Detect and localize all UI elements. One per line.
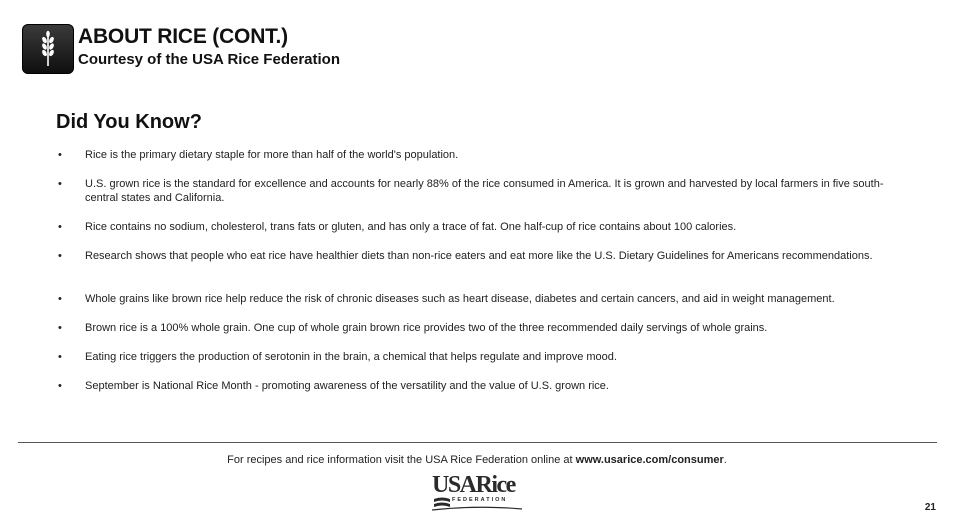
page-subtitle: Courtesy of the USA Rice Federation [78, 51, 340, 68]
bullet-icon: • [58, 293, 62, 305]
list-item [56, 350, 886, 378]
fact-text: Whole grains like brown rice help reduce the risk of chronic diseases such as heart disease, diabetes and certain cancers, and aid in weight management. [85, 293, 835, 305]
usa-rice-logo [432, 472, 524, 512]
list-item [56, 177, 886, 219]
logo-wordmark: USARice [432, 472, 515, 498]
footer-note [0, 454, 954, 466]
bullet-icon: • [58, 250, 62, 262]
fact-text: September is National Rice Month - promoting awareness of the versatility and the value of U.S. grown rice. [85, 380, 609, 392]
section-heading: Did You Know? [56, 111, 202, 133]
footer-link[interactable]: www.usarice.com/consumer [575, 454, 724, 466]
logo-stripes-icon [432, 472, 524, 512]
bullet-icon: • [58, 221, 62, 233]
bullet-icon: • [58, 380, 62, 392]
fact-text: Rice is the primary dietary staple for more than half of the world's population. [85, 149, 459, 161]
list-item [56, 148, 886, 176]
page-number: 21 [924, 502, 936, 513]
fact-text: U.S. grown rice is the standard for excellence and accounts for nearly 88% of the rice consumed in America. It is grown and harvested by local farmers in five south-central states and California. [85, 178, 884, 204]
fact-text: Rice contains no sodium, cholesterol, trans fats or gluten, and has only a trace of fat. One half-cup of rice contains about 100 calories. [85, 221, 737, 233]
fact-text: Research shows that people who eat rice have healthier diets than non-rice eaters and eat more like the U.S. Dietary Guidelines for Americans recommendations. [85, 250, 873, 262]
footer-period: . [723, 454, 727, 466]
fact-text: Brown rice is a 100% whole grain. One cup of whole grain brown rice provides two of the three recommended daily servings of whole grains. [85, 322, 768, 334]
footer-divider [18, 442, 937, 443]
bullet-icon: • [58, 149, 62, 161]
list-item [56, 321, 886, 349]
footer-text: For recipes and rice information visit the USA Rice Federation online at [227, 454, 576, 466]
wheat-icon [22, 24, 74, 74]
facts-list [56, 148, 886, 408]
bullet-icon: • [58, 322, 62, 334]
fact-text: Eating rice triggers the production of serotonin in the brain, a chemical that helps regulate and improve mood. [85, 351, 617, 363]
logo-subtext: FEDERATION [452, 497, 508, 503]
bullet-icon: • [58, 178, 62, 190]
list-item [56, 379, 886, 407]
list-item [56, 292, 886, 320]
list-item [56, 249, 886, 291]
list-item [56, 220, 886, 248]
bullet-icon: • [58, 351, 62, 363]
page-title: ABOUT RICE (CONT.) [78, 25, 288, 48]
